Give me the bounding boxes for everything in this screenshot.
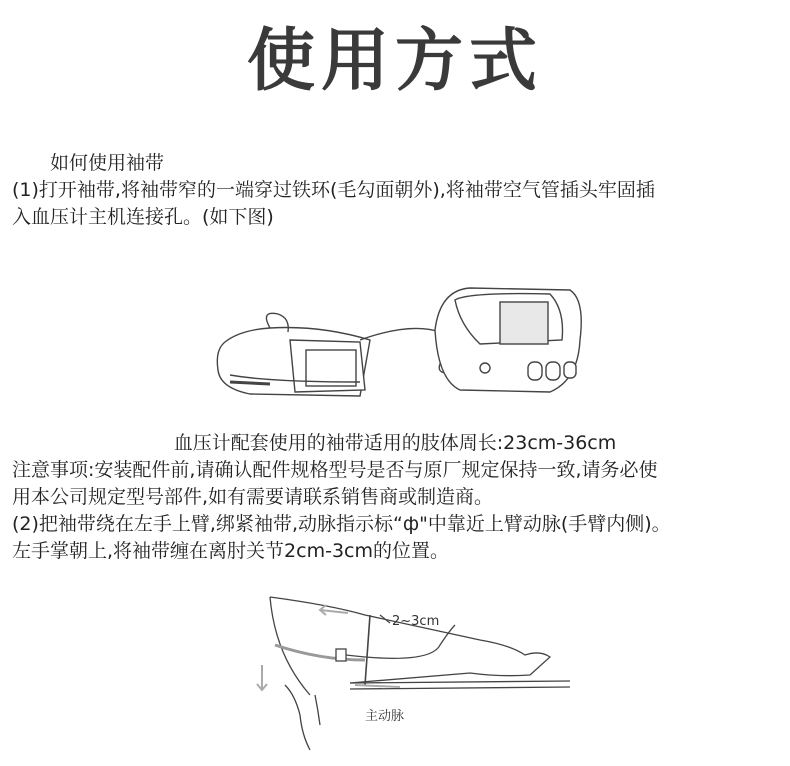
cuff-monitor-illustration xyxy=(210,270,590,420)
cuff-size-caption: 血压计配套使用的袖带适用的肢体周长:23cm-36cm xyxy=(173,432,617,454)
cuff-usage-heading: 如何使用袖带 xyxy=(50,152,165,174)
distance-label: 2~3cm xyxy=(392,614,440,629)
step1-line1: (1)打开袖带,将袖带窄的一端穿过铁环(毛勾面朝外),将袖带空气管插头牢固插 xyxy=(12,179,655,201)
step1-line2: 入血压计主机连接孔。(如下图) xyxy=(12,206,274,228)
notice-line2: 用本公司规定型号部件,如有需要请联系销售商或制造商。 xyxy=(12,486,494,508)
step2-line1: (2)把袖带绕在左手上臂,绑紧袖带,动脉指示标“ф"中靠近上臂动脉(手臂内侧)。 xyxy=(12,513,671,535)
notice-line1: 注意事项:安装配件前,请确认配件规格型号是否与原厂规定保持一致,请务必使 xyxy=(12,459,658,481)
page-title: 使用方式 xyxy=(246,22,543,101)
artery-label: 主动脉 xyxy=(365,709,405,724)
section-heading xyxy=(12,150,782,177)
arm-cuff-illustration xyxy=(240,585,580,755)
step2-line2: 左手掌朝上,将袖带缠在离肘关节2cm-3cm的位置。 xyxy=(12,540,449,562)
